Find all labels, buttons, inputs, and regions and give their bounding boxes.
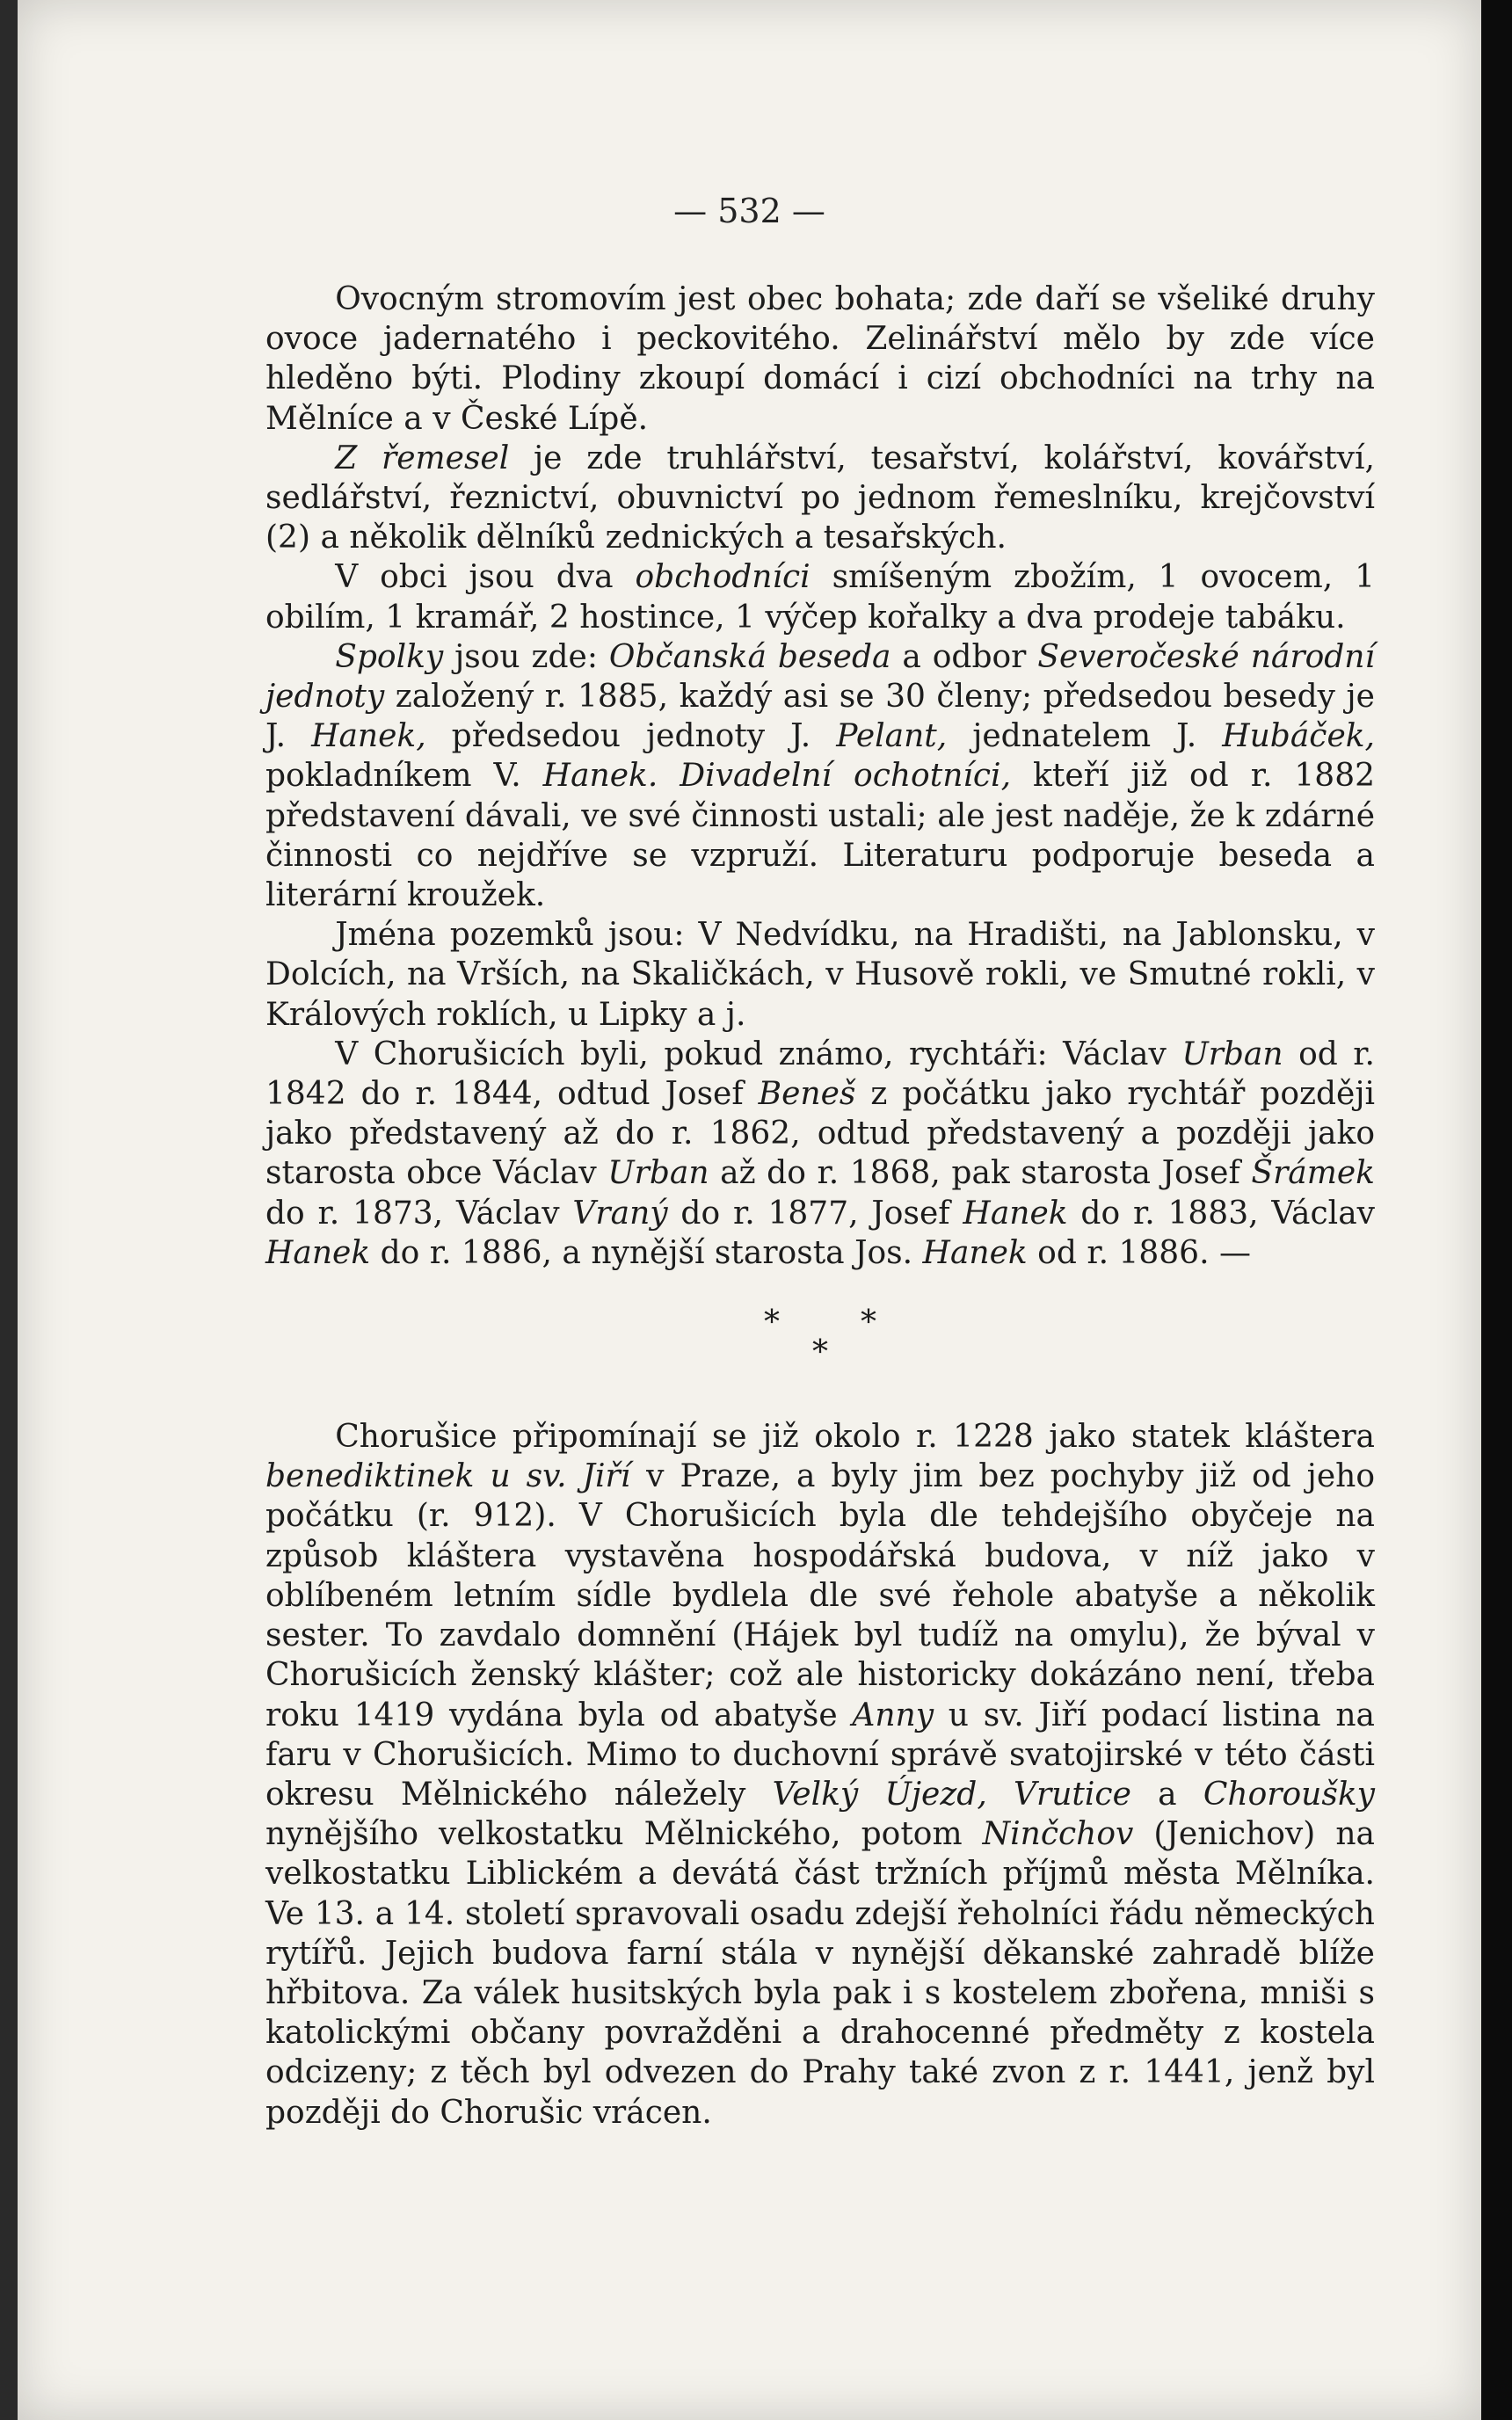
text-run: do r. 1877, Josef: [667, 1195, 963, 1232]
text-run: a: [1130, 1776, 1203, 1813]
paragraph-mayors: [265, 1035, 1375, 1273]
asterism-star: *: [764, 1304, 780, 1341]
text-run: jsou zde:: [443, 638, 609, 675]
scan-edge-left: [0, 0, 18, 2420]
emphasis: Hanek: [922, 1234, 1028, 1271]
page-number: — 532 —: [673, 192, 825, 230]
text-run: nynějšího velkostatku Mělnického, potom: [265, 1816, 983, 1853]
emphasis: Ninčchov: [982, 1816, 1134, 1853]
emphasis: Hanek,: [311, 718, 426, 755]
text-run: (Jenichov) na velkostatku Liblickém a devátá část tržních příjmů města Mělníka. Ve 13. a 14. století spravovali osadu zdejší řeholníci řádu německých rytířů. Jejich budova farní stála v nynější děkanské zahradě blíže hřbitova. Za válek husitských byla pak i s kostelem zbořena, mniši s katolickými občany povražděni a drahocenné předměty z kostela odcizeny; z těch byl odvezen do Prahy také zvon z r. 1441, jenž byl později do Chorušic vrácen.: [265, 1816, 1375, 2131]
text-run: v Praze, a byly jim bez pochyby již od jeho počátku (r. 912). V Chorušicích byla dle tehdejšího obyčeje na způsob kláštera vystavěna hospodářská budova, v níž jako v oblíbeném letním sídle bydlela dle své řehole abatyše a několik sester. To zavdalo domnění (Hájek byl tudíž na omylu), že býval v Chorušicích ženský klášter; což ale historicky dokázáno není, třeba roku 1419 vydána byla od abatyše: [265, 1458, 1375, 1733]
text-run: jednatelem J.: [947, 718, 1223, 755]
emphasis: Hanek: [265, 1234, 371, 1271]
text-run: [658, 758, 680, 794]
text-run: do r. 1883, Václav: [1067, 1195, 1375, 1232]
emphasis: Divadelní ochotníci,: [680, 758, 1012, 795]
paragraph-field-names: [265, 915, 1375, 1035]
emphasis: Velký Újezd, Vrutice: [772, 1776, 1131, 1813]
emphasis: Občanská beseda: [608, 638, 891, 675]
emphasis: obchodníci: [635, 559, 811, 596]
paragraph-crafts: [265, 439, 1375, 558]
emphasis: Anny: [852, 1697, 934, 1733]
scan-edge-right: [1481, 0, 1512, 2420]
emphasis: Šrámek: [1251, 1155, 1375, 1192]
emphasis: Pelant,: [836, 718, 948, 755]
emphasis: Beneš: [758, 1076, 856, 1113]
emphasis: Z řemesel: [335, 440, 510, 476]
text-run: Jména pozemků jsou: V Nedvídku, na Hradišti, na Jablonsku, v Dolcích, na Vrších, na Skaličkách, v Husově rokli, ve Smutné rokli, v Králových roklích, u Lipky a j.: [265, 917, 1375, 1033]
asterism-star: *: [861, 1304, 876, 1341]
text-run: od r. 1842 do r. 1844, odtud Josef: [265, 1036, 1375, 1113]
emphasis: Hubáček,: [1222, 718, 1375, 755]
emphasis: Urban: [1181, 1036, 1283, 1072]
emphasis: Choroušky: [1203, 1776, 1375, 1813]
text-run: V obci jsou dva: [335, 559, 636, 596]
asterism-divider: [265, 1304, 1375, 1371]
text-run: do r. 1873, Václav: [265, 1195, 573, 1232]
text-run: od r. 1886. —: [1027, 1234, 1251, 1271]
paragraph-merchants: [265, 557, 1375, 636]
text-run: V Chorušicích byli, pokud známo, rychtáři: Václav: [335, 1036, 1182, 1072]
emphasis: benediktinek u sv. Jiří: [265, 1458, 631, 1495]
text-run: Ovocným stromovím jest obec bohata; zde daří se všeliké druhy ovoce jadernatého i peckovitého. Zelinářství mělo by zde více hleděno býti. Plodiny zkoupí domácí i cizí obchodníci na trhy na Mělníce a v České Lípě.: [265, 281, 1375, 437]
text-run: založený r. 1885, každý asi se 30 členy; předsedou besedy je J.: [265, 679, 1375, 755]
emphasis: Spolky: [335, 638, 444, 675]
text-run: do r. 1886, a nynější starosta Jos.: [370, 1234, 923, 1271]
asterism-top: [265, 1304, 1375, 1341]
emphasis: Hanek: [963, 1195, 1068, 1232]
text-run: z počátku jako rychtář později jako představený až do r. 1862, odtud představený a později jako starosta obce Václav: [265, 1076, 1375, 1192]
page-body: [265, 280, 1375, 2133]
emphasis: Severočeské národní jednoty: [265, 638, 1375, 716]
emphasis: Hanek.: [542, 758, 658, 795]
asterism-bottom: *: [812, 1334, 828, 1371]
emphasis: Vraný: [572, 1195, 668, 1232]
paragraph-history: [265, 1417, 1375, 2133]
emphasis: Urban: [607, 1155, 709, 1192]
text-run: Chorušice připomínají se již okolo r. 1228 jako statek kláštera: [335, 1419, 1375, 1456]
paragraph-fruit: [265, 280, 1375, 439]
text-run: kteří již od r. 1882 představení dávali, ve své činnosti ustali; ale jest naděje, že k zdárné činnosti co nejdříve se vzpruží. Literaturu podporuje beseda a literární kroužek.: [265, 758, 1376, 914]
text-run: smíšeným zbožím, 1 ovocem, 1 obilím, 1 kramář, 2 hostince, 1 výčep kořalky a dva prodeje tabáku.: [265, 559, 1375, 636]
text-run: je zde truhlářství, tesařství, kolářství, kovářství, sedlářství, řeznictví, obuvnictví po jednom řemeslníku, krejčovství (2) a několik dělníků zednických a tesařských.: [265, 440, 1375, 556]
text-run: až do r. 1868, pak starosta Josef: [709, 1155, 1252, 1192]
text-run: u sv. Jiří podací listina na faru v Chorušicích. Mimo to duchovní správě svatojirské v této části okresu Mělnického náležely: [265, 1697, 1375, 1813]
text-run: a odbor: [890, 638, 1038, 675]
text-run: pokladníkem V.: [265, 758, 543, 795]
paragraph-associations: [265, 637, 1375, 915]
text-run: předsedou jednoty J.: [425, 718, 837, 755]
